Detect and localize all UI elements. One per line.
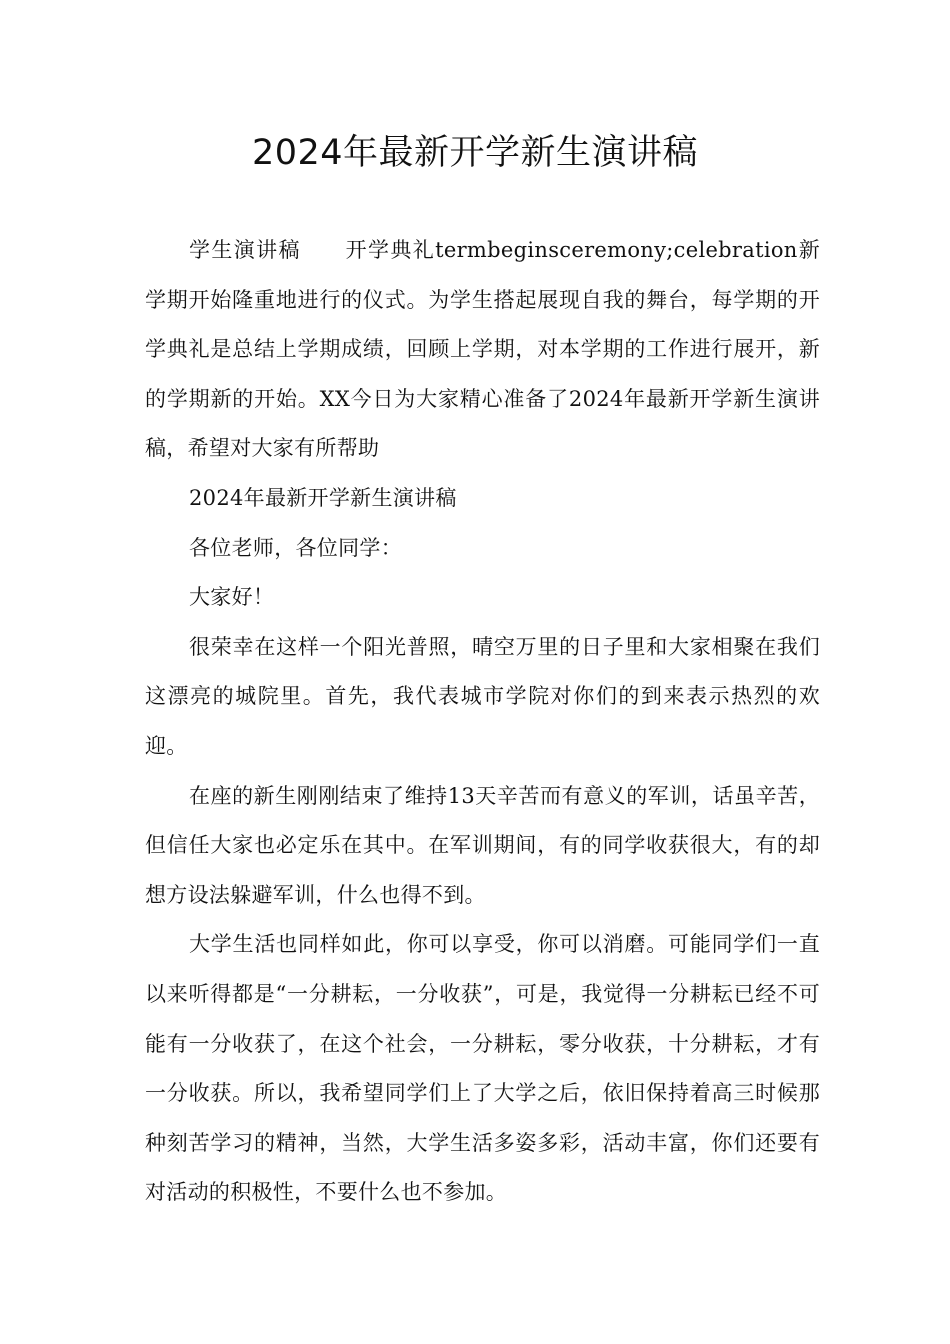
paragraph-intro: 学生演讲稿 开学典礼termbeginsceremony;celebration新学期开始隆重地进行的仪式。为学生搭起展现自我的舞台，每学期的开学典礼是总结上学期成绩，回顾上学期，对本学期的工作进行展开，新的学期新的开始。XX今日为大家精心准备了2024年最新开学新生演讲稿，希望对大家有所帮助 [145,238,820,461]
document-body [145,226,820,1218]
paragraph-college-life: 大学生活也同样如此，你可以享受，你可以消磨。可能同学们一直以来听得都是“一分耕耘，一分收获”，可是，我觉得一分耕耘已经不可能有一分收获了，在这个社会，一分耕耘，零分收获，十分耕耘，才有一分收获。所以，我希望同学们上了大学之后，依旧保持着高三时候那种刻苦学习的精神，当然，大学生活多姿多彩，活动丰富，你们还要有对活动的积极性，不要什么也不参加。 [145,932,820,1205]
paragraph-greeting: 大家好！ [189,585,275,610]
paragraph-salutation: 各位老师，各位同学： [189,535,402,560]
paragraph-subtitle: 2024年最新开学新生演讲稿 [189,485,457,510]
paragraph-military-training: 在座的新生刚刚结束了维持13天辛苦而有意义的军训，话虽辛苦，但信任大家也必定乐在其中。在军训期间，有的同学收获很大，有的却想方设法躲避军训，什么也得不到。 [145,783,820,907]
document-title: 2024年最新开学新生演讲稿 [251,133,699,173]
paragraph-welcome: 很荣幸在这样一个阳光普照，晴空万里的日子里和大家相聚在我们这漂亮的城院里。首先，我代表城市学院对你们的到来表示热烈的欢迎。 [145,634,820,758]
